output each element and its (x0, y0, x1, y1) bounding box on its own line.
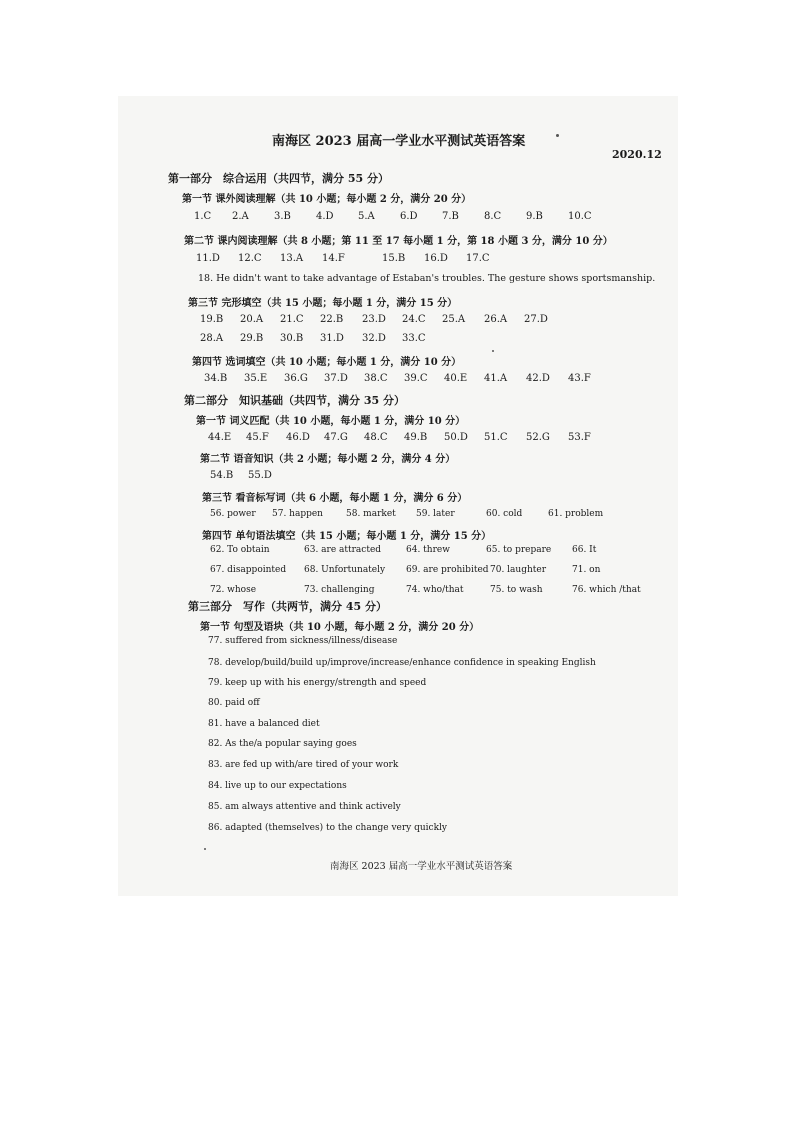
answer-item: 44.E (208, 432, 232, 443)
exam-date: 2020.12 (612, 148, 662, 161)
answer-item: 20.A (240, 314, 264, 325)
answer-item: 15.B (382, 253, 406, 264)
answer-item: 55.D (248, 470, 272, 481)
answer-item: 2.A (232, 211, 249, 222)
answer-item: 21.C (280, 314, 304, 325)
answer-83: 83. are fed up with/are tired of your work (208, 760, 399, 770)
answer-item: 76. which /that (572, 585, 641, 595)
answer-78: 78. develop/build/build up/improve/increase/enhance confidence in speaking English (208, 658, 596, 668)
answer-item: 75. to wash (490, 585, 543, 595)
answer-item: 22.B (320, 314, 344, 325)
answer-item: 4.D (316, 211, 334, 222)
answer-item: 73. challenging (304, 585, 375, 595)
answer-item: 64. threw (406, 545, 450, 555)
part2-section4-heading: 第四节 单句语法填空（共 15 小题；每小题 1 分，满分 15 分） (202, 531, 492, 542)
answer-item: 56. power (210, 509, 256, 519)
part1-section2-heading: 第二节 课内阅读理解（共 8 小题；第 11 至 17 每小题 1 分，第 18 小题 3 分，满分 10 分） (184, 236, 613, 247)
part1-section3-heading: 第三节 完形填空（共 15 小题；每小题 1 分，满分 15 分） (188, 298, 458, 309)
part3-heading: 第三部分 写作（共两节，满分 45 分） (188, 600, 387, 613)
part1-heading: 第一部分 综合运用（共四节，满分 55 分） (168, 172, 389, 185)
answer-item: 67. disappointed (210, 565, 287, 575)
answer-item: 47.G (324, 432, 348, 443)
answer-item: 35.E (244, 373, 268, 384)
answer-item: 19.B (200, 314, 224, 325)
part1-section4-heading: 第四节 选词填空（共 10 小题；每小题 1 分，满分 10 分） (192, 357, 462, 368)
answer-item: 46.D (286, 432, 310, 443)
part2-section2-heading: 第二节 语音知识（共 2 小题；每小题 2 分，满分 4 分） (200, 454, 456, 465)
answer-item: 11.D (196, 253, 220, 264)
answer-item: 61. problem (548, 509, 604, 519)
page-title: 南海区 2023 届高一学业水平测试英语答案 (272, 134, 526, 149)
answer-item: 59. later (416, 509, 455, 519)
answer-item: 31.D (320, 333, 344, 344)
answer-item: 5.A (358, 211, 375, 222)
answer-item: 50.D (444, 432, 468, 443)
answer-item: 58. market (346, 509, 396, 519)
answer-item: 30.B (280, 333, 304, 344)
answer-item: 54.B (210, 470, 234, 481)
answer-18: 18. He didn't want to take advantage of Estaban's troubles. The gesture shows sportsmanship. (198, 273, 656, 284)
answer-item: 37.D (324, 373, 348, 384)
part1-section1-heading: 第一节 课外阅读理解（共 10 小题；每小题 2 分，满分 20 分） (182, 194, 472, 205)
answer-item: 27.D (524, 314, 548, 325)
answer-86: 86. adapted (themselves) to the change very quickly (208, 823, 447, 833)
answer-item: 71. on (572, 565, 601, 575)
answer-item: 17.C (466, 253, 490, 264)
answer-item: 51.C (484, 432, 508, 443)
speck-mark (204, 848, 206, 850)
answer-item: 7.B (442, 211, 459, 222)
answer-item: 48.C (364, 432, 388, 443)
answer-item: 49.B (404, 432, 428, 443)
answer-item: 53.F (568, 432, 591, 443)
answer-item: 3.B (274, 211, 291, 222)
answer-item: 66. It (572, 545, 597, 555)
answer-item: 45.F (246, 432, 269, 443)
answer-79: 79. keep up with his energy/strength and speed (208, 678, 427, 688)
answer-82: 82. As the/a popular saying goes (208, 739, 357, 749)
answer-item: 43.F (568, 373, 591, 384)
answer-80: 80. paid off (208, 698, 260, 708)
answer-item: 42.D (526, 373, 550, 384)
answer-81: 81. have a balanced diet (208, 719, 320, 729)
answer-item: 29.B (240, 333, 264, 344)
answer-item: 62. To obtain (210, 545, 270, 555)
answer-item: 41.A (484, 373, 508, 384)
answer-item: 65. to prepare (486, 545, 552, 555)
answer-item: 14.F (322, 253, 345, 264)
page-footer: 南海区 2023 届高一学业水平测试英语答案 (330, 861, 513, 872)
answer-item: 52.G (526, 432, 550, 443)
answer-item: 13.A (280, 253, 304, 264)
answer-item: 69. are prohibited (406, 565, 489, 575)
answer-84: 84. live up to our expectations (208, 781, 347, 791)
answer-item: 36.G (284, 373, 308, 384)
part2-section1-heading: 第一节 词义匹配（共 10 小题，每小题 1 分，满分 10 分） (196, 416, 466, 427)
part2-heading: 第二部分 知识基础（共四节，满分 35 分） (184, 394, 405, 407)
answer-item: 8.C (484, 211, 502, 222)
part3-section1-heading: 第一节 句型及语块（共 10 小题，每小题 2 分，满分 20 分） (200, 622, 480, 633)
answer-item: 10.C (568, 211, 592, 222)
speck-mark (556, 134, 559, 137)
answer-item: 9.B (526, 211, 543, 222)
answer-item: 24.C (402, 314, 426, 325)
answer-85: 85. am always attentive and think actively (208, 802, 401, 812)
answer-item: 40.E (444, 373, 468, 384)
answer-item: 38.C (364, 373, 388, 384)
answer-item: 72. whose (210, 585, 257, 595)
answer-item: 1.C (194, 211, 212, 222)
answer-item: 25.A (442, 314, 466, 325)
answer-item: 16.D (424, 253, 448, 264)
answer-item: 6.D (400, 211, 418, 222)
answer-item: 63. are attracted (304, 545, 382, 555)
answer-item: 68. Unfortunately (304, 565, 386, 575)
answer-item: 74. who/that (406, 585, 464, 595)
answer-77: 77. suffered from sickness/illness/disease (208, 636, 398, 646)
answer-item: 23.D (362, 314, 386, 325)
answer-item: 34.B (204, 373, 228, 384)
answer-item: 26.A (484, 314, 508, 325)
answer-item: 70. laughter (490, 565, 547, 575)
answer-item: 12.C (238, 253, 262, 264)
part2-section3-heading: 第三节 看音标写词（共 6 小题，每小题 1 分，满分 6 分） (202, 493, 468, 504)
answer-item: 28.A (200, 333, 224, 344)
answer-item: 32.D (362, 333, 386, 344)
answer-item: 57. happen (272, 509, 323, 519)
speck-mark (492, 350, 494, 352)
answer-item: 60. cold (486, 509, 523, 519)
answer-item: 33.C (402, 333, 426, 344)
answer-item: 39.C (404, 373, 428, 384)
